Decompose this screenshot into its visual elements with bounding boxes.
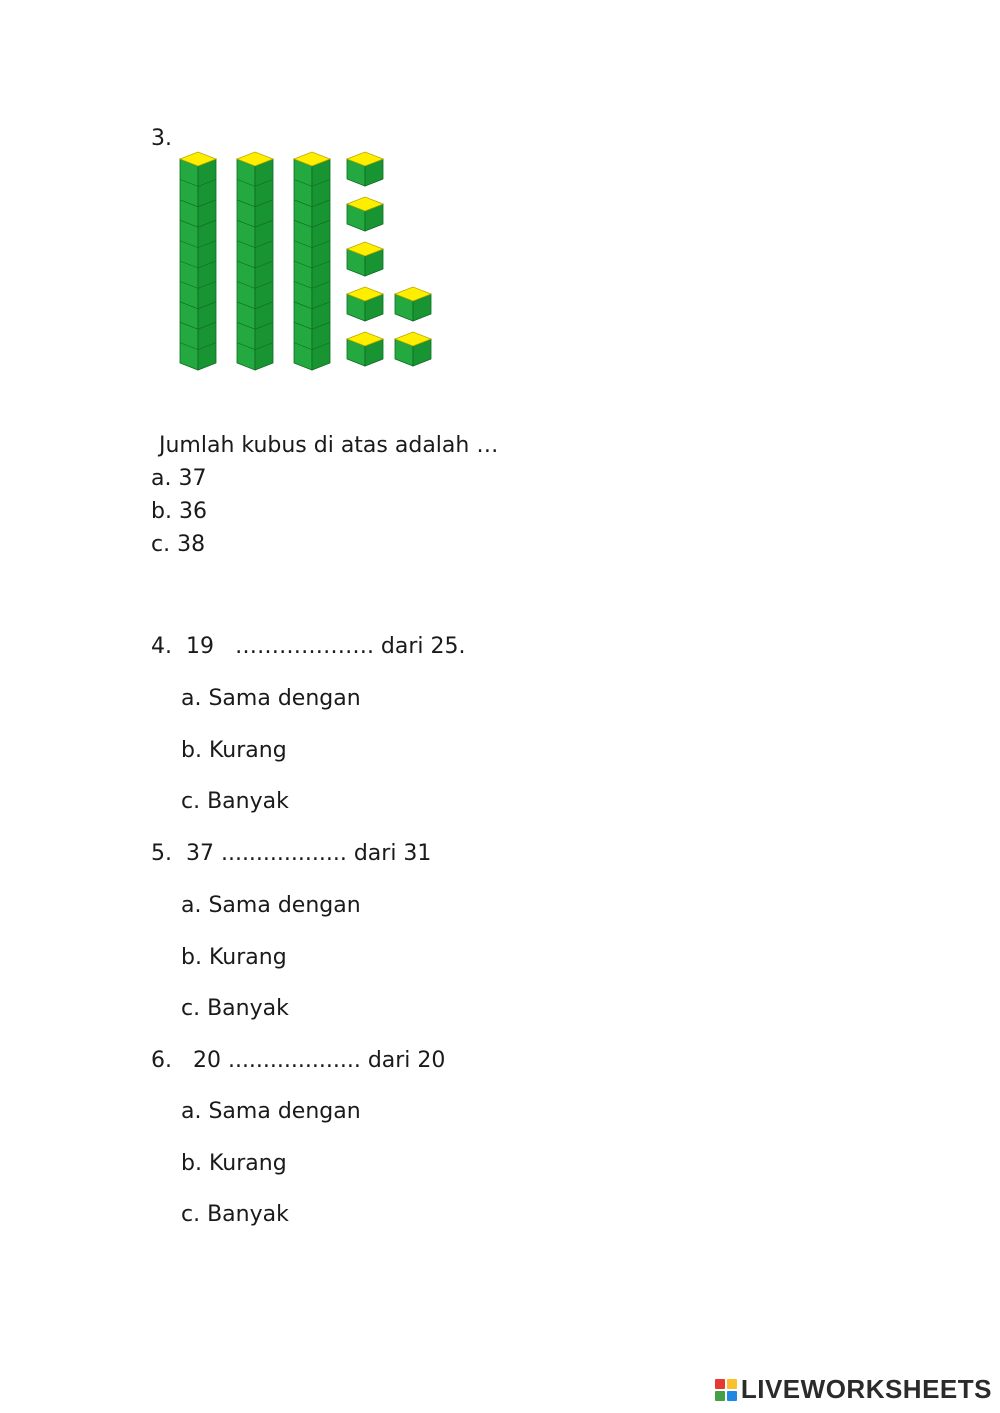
question-3-option-b[interactable]: b. 36 [151,499,207,524]
tens-rod [237,152,273,370]
question-6-text: 6. 20 ................... dari 20 [151,1048,446,1073]
unit-cube [347,242,383,276]
tens-rod [180,152,216,370]
base-ten-blocks-figure [170,148,450,380]
question-5-option-a[interactable]: a. Sama dengan [181,893,361,918]
liveworksheets-brand[interactable] [715,1374,992,1405]
unit-cube [347,152,383,186]
question-6-option-a[interactable]: a. Sama dengan [181,1099,361,1124]
question-5-option-c[interactable]: c. Banyak [181,996,289,1021]
question-4-option-c[interactable]: c. Banyak [181,789,289,814]
unit-cube [347,197,383,231]
question-6-option-b[interactable]: b. Kurang [181,1151,287,1176]
unit-cube [347,287,383,321]
question-3-option-c[interactable]: c. 38 [151,532,206,557]
question-3-prompt: Jumlah kubus di atas adalah … [152,433,499,458]
unit-cube [395,332,431,366]
question-4-option-a[interactable]: a. Sama dengan [181,686,361,711]
question-3-option-a[interactable]: a. 37 [151,466,207,491]
tens-rod [294,152,330,370]
question-6-option-c[interactable]: c. Banyak [181,1202,289,1227]
question-3-number: 3. [151,126,172,151]
question-4-text: 4. 19 ………………. dari 25. [151,634,466,659]
unit-cube [395,287,431,321]
liveworksheets-logo-icon [715,1379,737,1401]
question-4-option-b[interactable]: b. Kurang [181,738,287,763]
unit-cube [347,332,383,366]
brand-name: LIVEWORKSHEETS [740,1374,992,1404]
question-5-option-b[interactable]: b. Kurang [181,945,287,970]
question-5-text: 5. 37 .................. dari 31 [151,841,432,866]
